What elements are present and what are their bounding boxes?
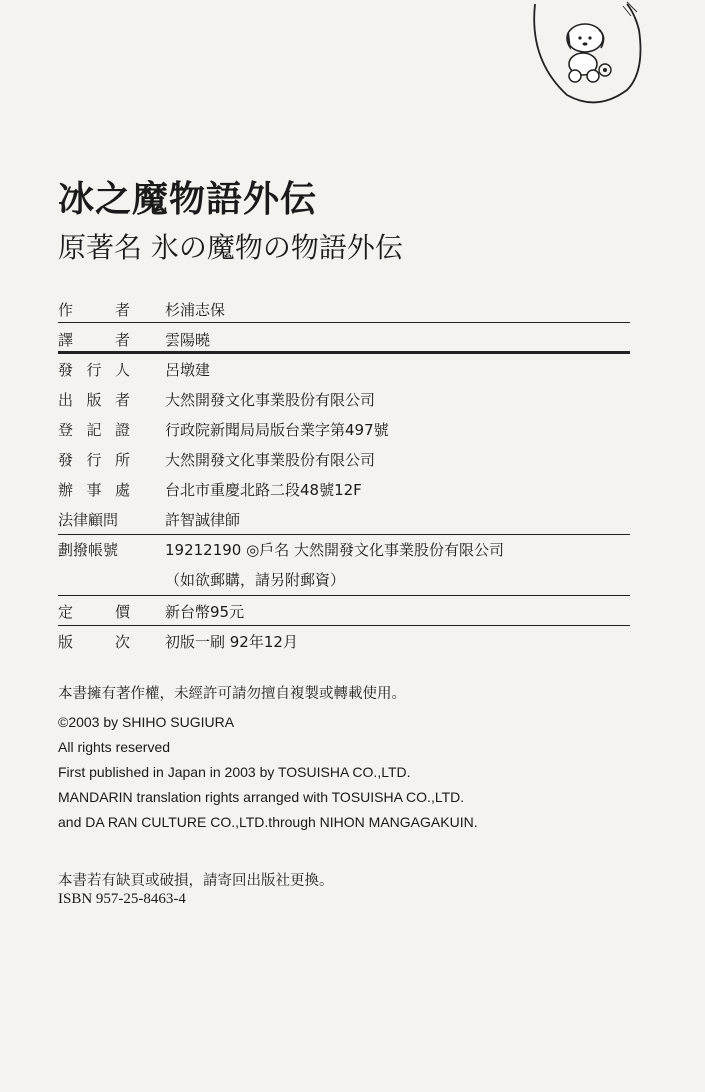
credit-label: [58, 446, 130, 474]
credit-row: [58, 566, 630, 594]
credit-label-char: 人: [114, 361, 130, 379]
credit-label: [58, 326, 130, 354]
translation-rights-line: MANDARIN translation rights arranged with TOSUISHA CO.,LTD.: [58, 789, 465, 805]
credit-label-char: 記: [86, 421, 102, 439]
credit-label: [58, 476, 130, 504]
credit-value: 行政院新聞局局版台業字第497號: [165, 421, 389, 439]
credit-label: [58, 296, 130, 324]
credit-label-char: 者: [114, 331, 130, 349]
credit-label-char: 定: [58, 603, 74, 621]
credit-value: 杉浦志保: [165, 301, 226, 319]
defect-notice: 本書若有缺頁或破損，請寄回出版社更換。: [58, 873, 334, 889]
credit-row: [58, 386, 630, 414]
credit-row: [58, 296, 630, 324]
credit-label: [58, 386, 130, 414]
credit-label-char: 次: [114, 633, 130, 651]
credit-label-char: 證: [114, 421, 130, 439]
dog-mascot-icon: [566, 24, 611, 82]
credit-value: 台北市重慶北路二段48號12F: [165, 481, 362, 499]
credit-label-char: 出: [58, 391, 74, 409]
table-rule: [58, 595, 630, 596]
credit-label-char: 發: [58, 361, 74, 379]
credit-value: 許智誠律師: [165, 511, 241, 529]
credit-label-char: 處: [114, 481, 130, 499]
credit-value: 雲陽曉: [165, 331, 211, 349]
rights-reserved: All rights reserved: [58, 739, 171, 755]
credit-row: [58, 628, 630, 656]
credit-value: （如欲郵購，請另附郵資）: [165, 571, 346, 589]
credit-label: 法律顧問: [58, 511, 119, 529]
credit-value: 新台幣95元: [165, 603, 245, 621]
copyright-notice-zh: 本書擁有著作權，未經許可請勿擅自複製或轉載使用。: [58, 686, 406, 702]
credit-row: [58, 416, 630, 444]
credit-label-char: 版: [86, 391, 102, 409]
credit-label-char: 作: [58, 301, 74, 319]
table-rule: [58, 351, 630, 354]
credit-value: 大然開發文化事業股份有限公司: [165, 451, 376, 469]
credit-label-char: 價: [114, 603, 130, 621]
credit-row: [58, 356, 630, 384]
credit-label-char: 版: [58, 633, 74, 651]
credit-row: [58, 446, 630, 474]
credit-label: [58, 416, 130, 444]
first-published-line: First published in Japan in 2003 by TOSUISHA CO.,LTD.: [58, 764, 411, 780]
credit-value: 大然開發文化事業股份有限公司: [165, 391, 376, 409]
credit-label-char: 者: [114, 301, 130, 319]
credit-value: 19212190 ◎戶名 大然開發文化事業股份有限公司: [165, 541, 504, 559]
credit-row: [58, 326, 630, 354]
credit-row: [58, 536, 630, 564]
credit-value: 初版一刷 92年12月: [165, 633, 298, 651]
table-rule: [58, 322, 630, 323]
isbn: ISBN 957-25-8463-4: [58, 891, 186, 907]
credit-label-char: 事: [86, 481, 102, 499]
credit-label-char: 譯: [58, 331, 74, 349]
credit-value: 呂墩建: [165, 361, 211, 379]
table-rule: [58, 534, 630, 535]
publisher-stamp-logo: [527, 0, 647, 110]
table-rule: [58, 625, 630, 626]
credit-label-char: 發: [58, 451, 74, 469]
credit-label-char: 登: [58, 421, 74, 439]
credit-row: [58, 506, 630, 534]
credit-label: [58, 598, 130, 626]
credit-label: 劃撥帳號: [58, 541, 119, 559]
copyright-notice-en: ©2003 by SHIHO SUGIURA: [58, 714, 235, 730]
original-title: 原著名 氷の魔物の物語外伝: [58, 231, 403, 264]
credit-label-char: 行: [86, 451, 102, 469]
credit-row: [58, 476, 630, 504]
credit-label: [58, 356, 130, 384]
credit-row: [58, 598, 630, 626]
credit-label-char: 辦: [58, 481, 74, 499]
credit-label-char: 行: [86, 361, 102, 379]
credit-label: [58, 628, 130, 656]
book-title: 冰之魔物語外伝: [58, 179, 318, 220]
agency-line: and DA RAN CULTURE CO.,LTD.through NIHON MANGAGAKUIN.: [58, 814, 478, 830]
credit-label-char: 所: [114, 451, 130, 469]
credit-label-char: 者: [114, 391, 130, 409]
